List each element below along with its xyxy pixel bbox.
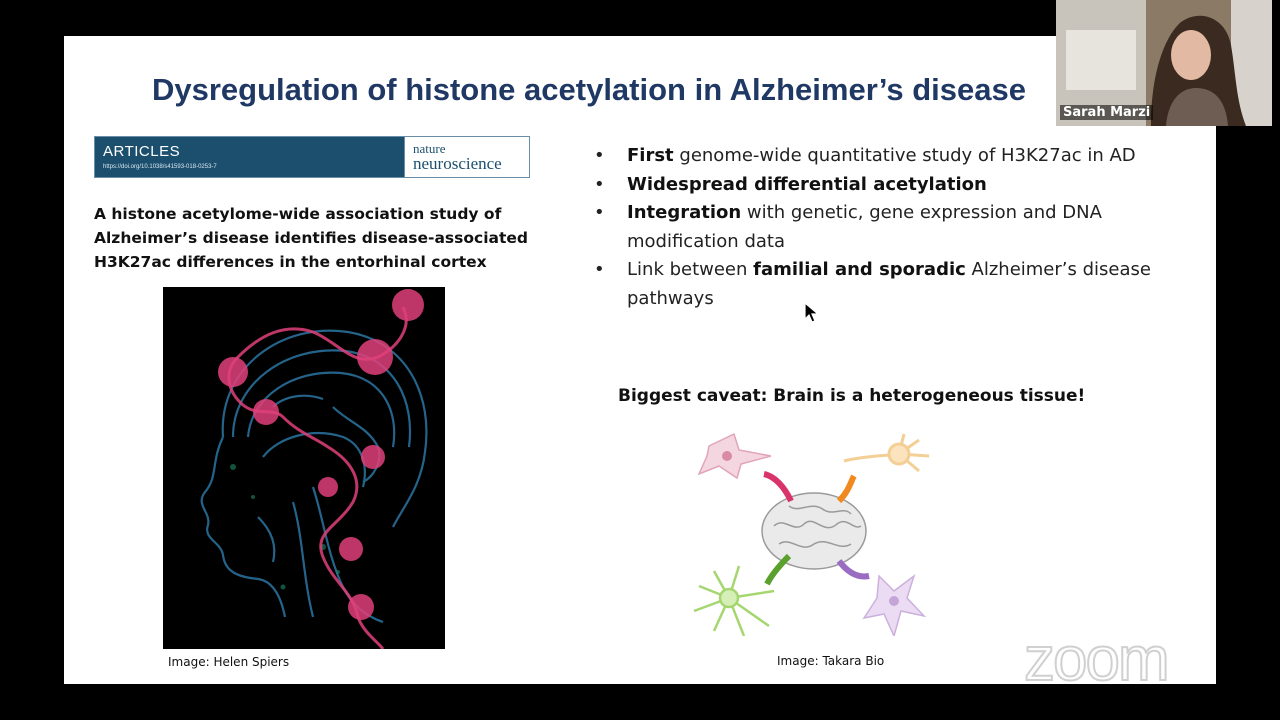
bullet-item: • Link between familial and sporadic Alzheimer’s disease pathways	[592, 256, 1182, 313]
bullet-item: • Widespread differential acetylation	[592, 171, 1182, 200]
cell-illustration	[699, 434, 771, 478]
cell-illustration	[694, 566, 774, 636]
journal-logo	[404, 137, 529, 177]
banner-doi: https://doi.org/10.1038/s41593-018-0253-7	[103, 164, 217, 170]
arrow-pink	[764, 474, 791, 501]
slide-title: Dysregulation of histone acetylation in Alzheimer’s disease	[152, 72, 1026, 107]
arrow-purple	[839, 561, 869, 576]
arrow-orange	[839, 476, 854, 501]
paper-title: A histone acetylome-wide association study of Alzheimer’s disease identifies disease-associated H3K27ac differences in the entorhinal cortex	[94, 205, 529, 271]
bullet-list	[592, 142, 1182, 313]
bullet-item: • First genome-wide quantitative study of H3K27ac in AD	[592, 142, 1182, 171]
caveat-text: Biggest caveat: Brain is a heterogeneous tissue!	[618, 386, 1086, 406]
journal-banner	[94, 136, 530, 178]
participant-name: Sarah Marzi	[1060, 105, 1153, 120]
journal-logo-top: nature	[413, 141, 446, 156]
cell-illustration	[864, 576, 924, 636]
banner-section-label: ARTICLES	[103, 143, 181, 160]
cell-illustration	[844, 434, 929, 471]
participant-video[interactable]	[1056, 0, 1272, 126]
bullet-item: • Integration with genetic, gene expression and DNA modification data	[592, 199, 1182, 256]
presentation-slide	[64, 36, 1216, 684]
arrow-green	[767, 556, 789, 584]
cursor-icon	[804, 302, 820, 324]
zoom-watermark: zoom	[1024, 625, 1168, 694]
journal-logo-bottom: neuroscience	[413, 154, 502, 173]
brain-artwork-image	[163, 287, 445, 649]
right-image-credit: Image: Takara Bio	[777, 654, 885, 668]
cell-types-illustration	[679, 426, 949, 636]
left-image-credit: Image: Helen Spiers	[168, 655, 290, 669]
brain-illustration	[762, 493, 866, 569]
